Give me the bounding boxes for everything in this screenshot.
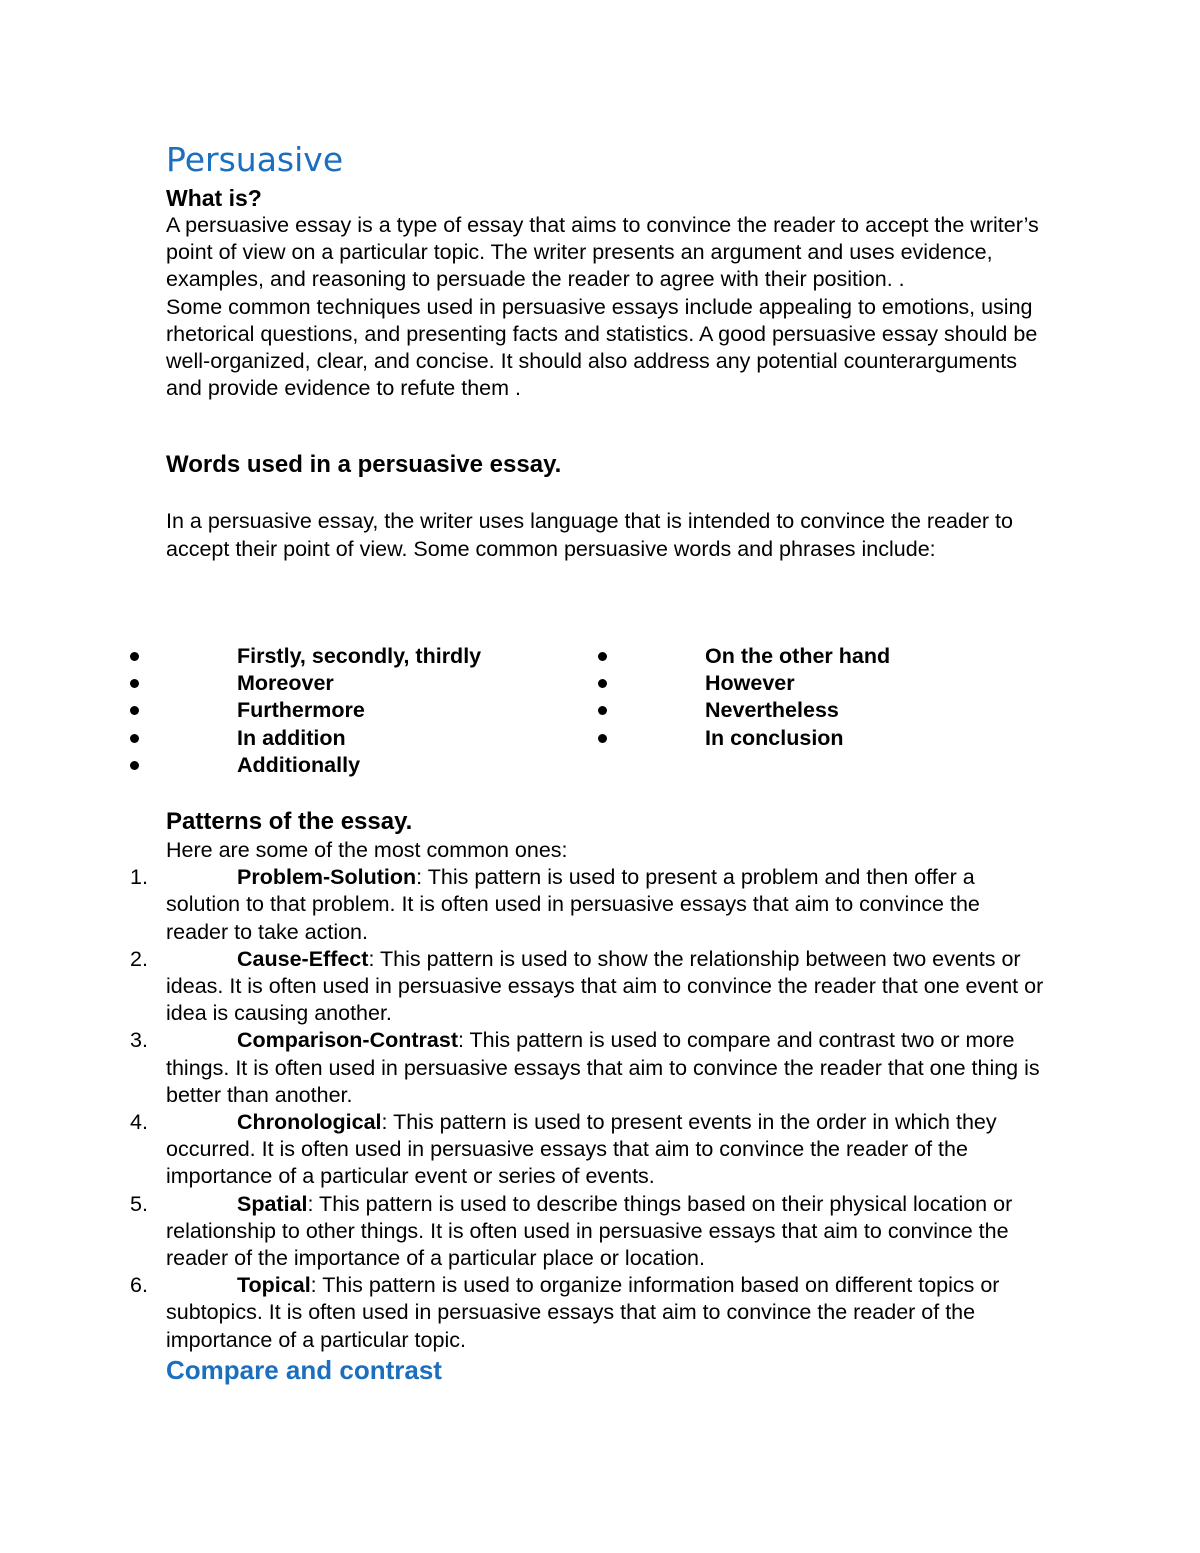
pattern-description: : This pattern is used to describe things based on their physical location or relationship to other things. It is often used in persuasive essays that aim to convince the reader of the importance of a particular place or location. [166,1191,1013,1271]
what-is-paragraph-2: Some common techniques used in persuasive essays include appealing to emotions, using rhetorical questions, and presenting facts and statistics. A good persuasive essay should be well-organized, clear, and concise. It should also address any potential counterarguments and provide evidence to refute them . [166,294,1038,401]
bullet-dot-icon [598,652,607,661]
pattern-description: : This pattern is used to present events in the order in which they occurred. It is often used in persuasive essays that aim to convince the reader of the importance of a particular event or series of events. [166,1110,997,1189]
page-content [166,136,1046,563]
persuasive-word-label: In conclusion [705,725,844,750]
words-heading: Words used in a persuasive essay. [166,451,562,479]
compare-contrast-heading: Compare and contrast [166,1354,442,1385]
pattern-item [130,946,1046,1028]
pattern-term: Problem-Solution [237,865,417,890]
pattern-number: 4. [130,1110,148,1135]
page-title: Persuasive [166,140,344,179]
pattern-item [130,864,1046,946]
persuasive-word-label: Furthermore [237,698,365,723]
persuasive-word-label: Nevertheless [705,698,839,723]
pattern-description: : This pattern is used to compare and contrast two or more things. It is often used in persuasive essays that aim to convince the reader that one thing is better than another. [166,1028,1040,1107]
pattern-number: 6. [130,1273,148,1298]
bullet-dot-icon [130,734,139,743]
what-is-heading: What is? [166,185,262,211]
bullet-dot-icon [130,679,139,688]
persuasive-word-label: In addition [237,725,346,750]
pattern-item [130,1191,1046,1273]
persuasive-word-label: However [705,671,795,696]
persuasive-word-label: Additionally [237,752,361,777]
bullet-dot-icon [130,706,139,715]
pattern-term: Chronological [237,1110,382,1135]
words-intro: In a persuasive essay, the writer uses language that is intended to convince the reader to accept their point of view. Some common persuasive words and phrases include: [166,509,1013,561]
pattern-number: 2. [130,946,148,971]
pattern-item [130,1109,1046,1191]
pattern-number: 3. [130,1028,148,1053]
bullet-dot-icon [130,652,139,661]
pattern-description: : This pattern is used to show the relationship between two events or ideas. It is often used in persuasive essays that aim to convince the reader that one event or idea is causing another. [166,946,1044,1026]
pattern-item [130,1272,1046,1354]
pattern-term: Spatial [237,1191,308,1216]
pattern-item [130,1027,1046,1109]
pattern-term: Cause-Effect [237,946,369,971]
persuasive-word-label: Firstly, secondly, thirdly [237,644,482,668]
patterns-heading: Patterns of the essay. [166,808,413,835]
patterns-section [130,807,1046,1386]
bullet-dot-icon [598,734,607,743]
patterns-intro: Here are some of the most common ones: [166,838,568,862]
bullet-dot-icon [130,761,139,770]
patterns-list [130,864,1046,1354]
pattern-description: : This pattern is used to present a problem and then offer a solution to that problem. It is often used in persuasive essays that aim to convince the reader to take action. [166,865,980,944]
bullet-dot-icon [598,706,607,715]
persuasive-word-label: On the other hand [705,644,891,668]
what-is-paragraph-1: A persuasive essay is a type of essay that aims to convince the reader to accept the writer’s point of view on a particular topic. The writer presents an argument and uses evidence, examples, and reasoning to persuade the reader to agree with their position. . [166,213,1039,292]
pattern-number: 5. [130,1191,148,1216]
pattern-number: 1. [130,865,148,890]
pattern-term: Topical [237,1273,311,1298]
pattern-term: Comparison-Contrast [237,1028,458,1053]
persuasive-words-list [0,643,1200,783]
bullet-dot-icon [598,679,607,688]
persuasive-word-label: Moreover [237,671,334,696]
pattern-description: : This pattern is used to organize information based on different topics or subtopics. It is often used in persuasive essays that aim to convince the reader of the importance of a particular topic. [166,1273,1000,1352]
